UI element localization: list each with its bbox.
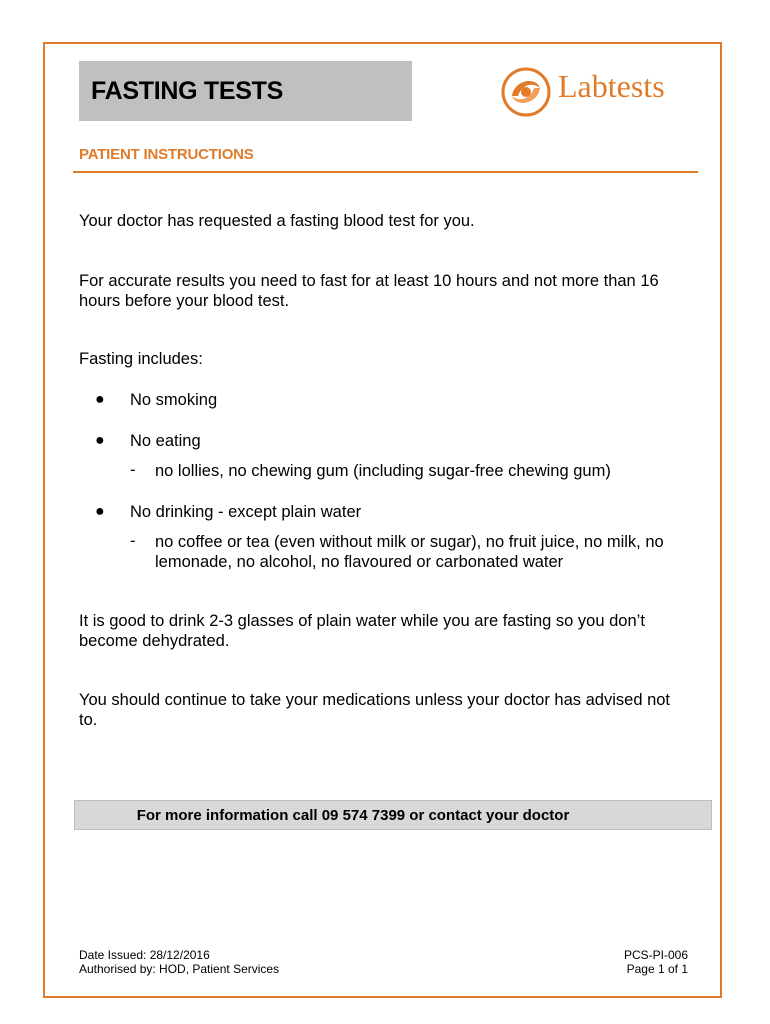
brand-name: Labtests <box>558 68 665 104</box>
labtests-logo <box>500 64 700 120</box>
dash-icon: - <box>130 461 136 479</box>
bullet-no-drinking: No drinking - except plain water <box>130 503 362 521</box>
footer-right <box>624 948 688 976</box>
bullet-icon: ● <box>95 432 105 449</box>
medications-paragraph: You should continue to take your medications unless your doctor has advised not to. <box>79 691 671 729</box>
bullet-icon: ● <box>95 503 105 520</box>
bullet-icon: ● <box>95 391 105 408</box>
hydration-paragraph: It is good to drink 2-3 glasses of plain water while you are fasting so you don’t become dehydrated. <box>79 612 645 650</box>
accuracy-paragraph: For accurate results you need to fast for at least 10 hours and not more than 16 hours before your blood test. <box>79 272 659 310</box>
dash-icon: - <box>130 532 136 550</box>
bullet-no-eating: No eating <box>130 432 201 450</box>
swirl-logo-icon <box>500 66 552 118</box>
section-subtitle: PATIENT INSTRUCTIONS <box>79 146 254 163</box>
info-bar-text: For more information call 09 574 7399 or contact your doctor <box>136 806 570 824</box>
info-bar <box>74 800 712 830</box>
no-drinking-detail: no coffee or tea (even without milk or sugar), no fruit juice, no milk, no lemonade, no alcohol, no flavoured or carbonated water <box>155 533 664 571</box>
bullet-no-smoking: No smoking <box>130 391 218 409</box>
footer-left <box>79 948 279 976</box>
document-code: PCS-PI-006 <box>623 948 688 962</box>
date-issued: Date Issued: 28/12/2016 <box>79 948 210 962</box>
authorised-by: Authorised by: HOD, Patient Services <box>79 962 280 976</box>
no-eating-detail: no lollies, no chewing gum (including sugar-free chewing gum) <box>155 462 611 480</box>
fasting-heading: Fasting includes: <box>79 350 203 368</box>
intro-paragraph: Your doctor has requested a fasting blood test for you. <box>79 212 475 230</box>
page-title: FASTING TESTS <box>91 77 283 105</box>
orange-divider <box>73 171 698 173</box>
page-number: Page 1 of 1 <box>626 962 688 976</box>
title-box <box>79 61 412 121</box>
